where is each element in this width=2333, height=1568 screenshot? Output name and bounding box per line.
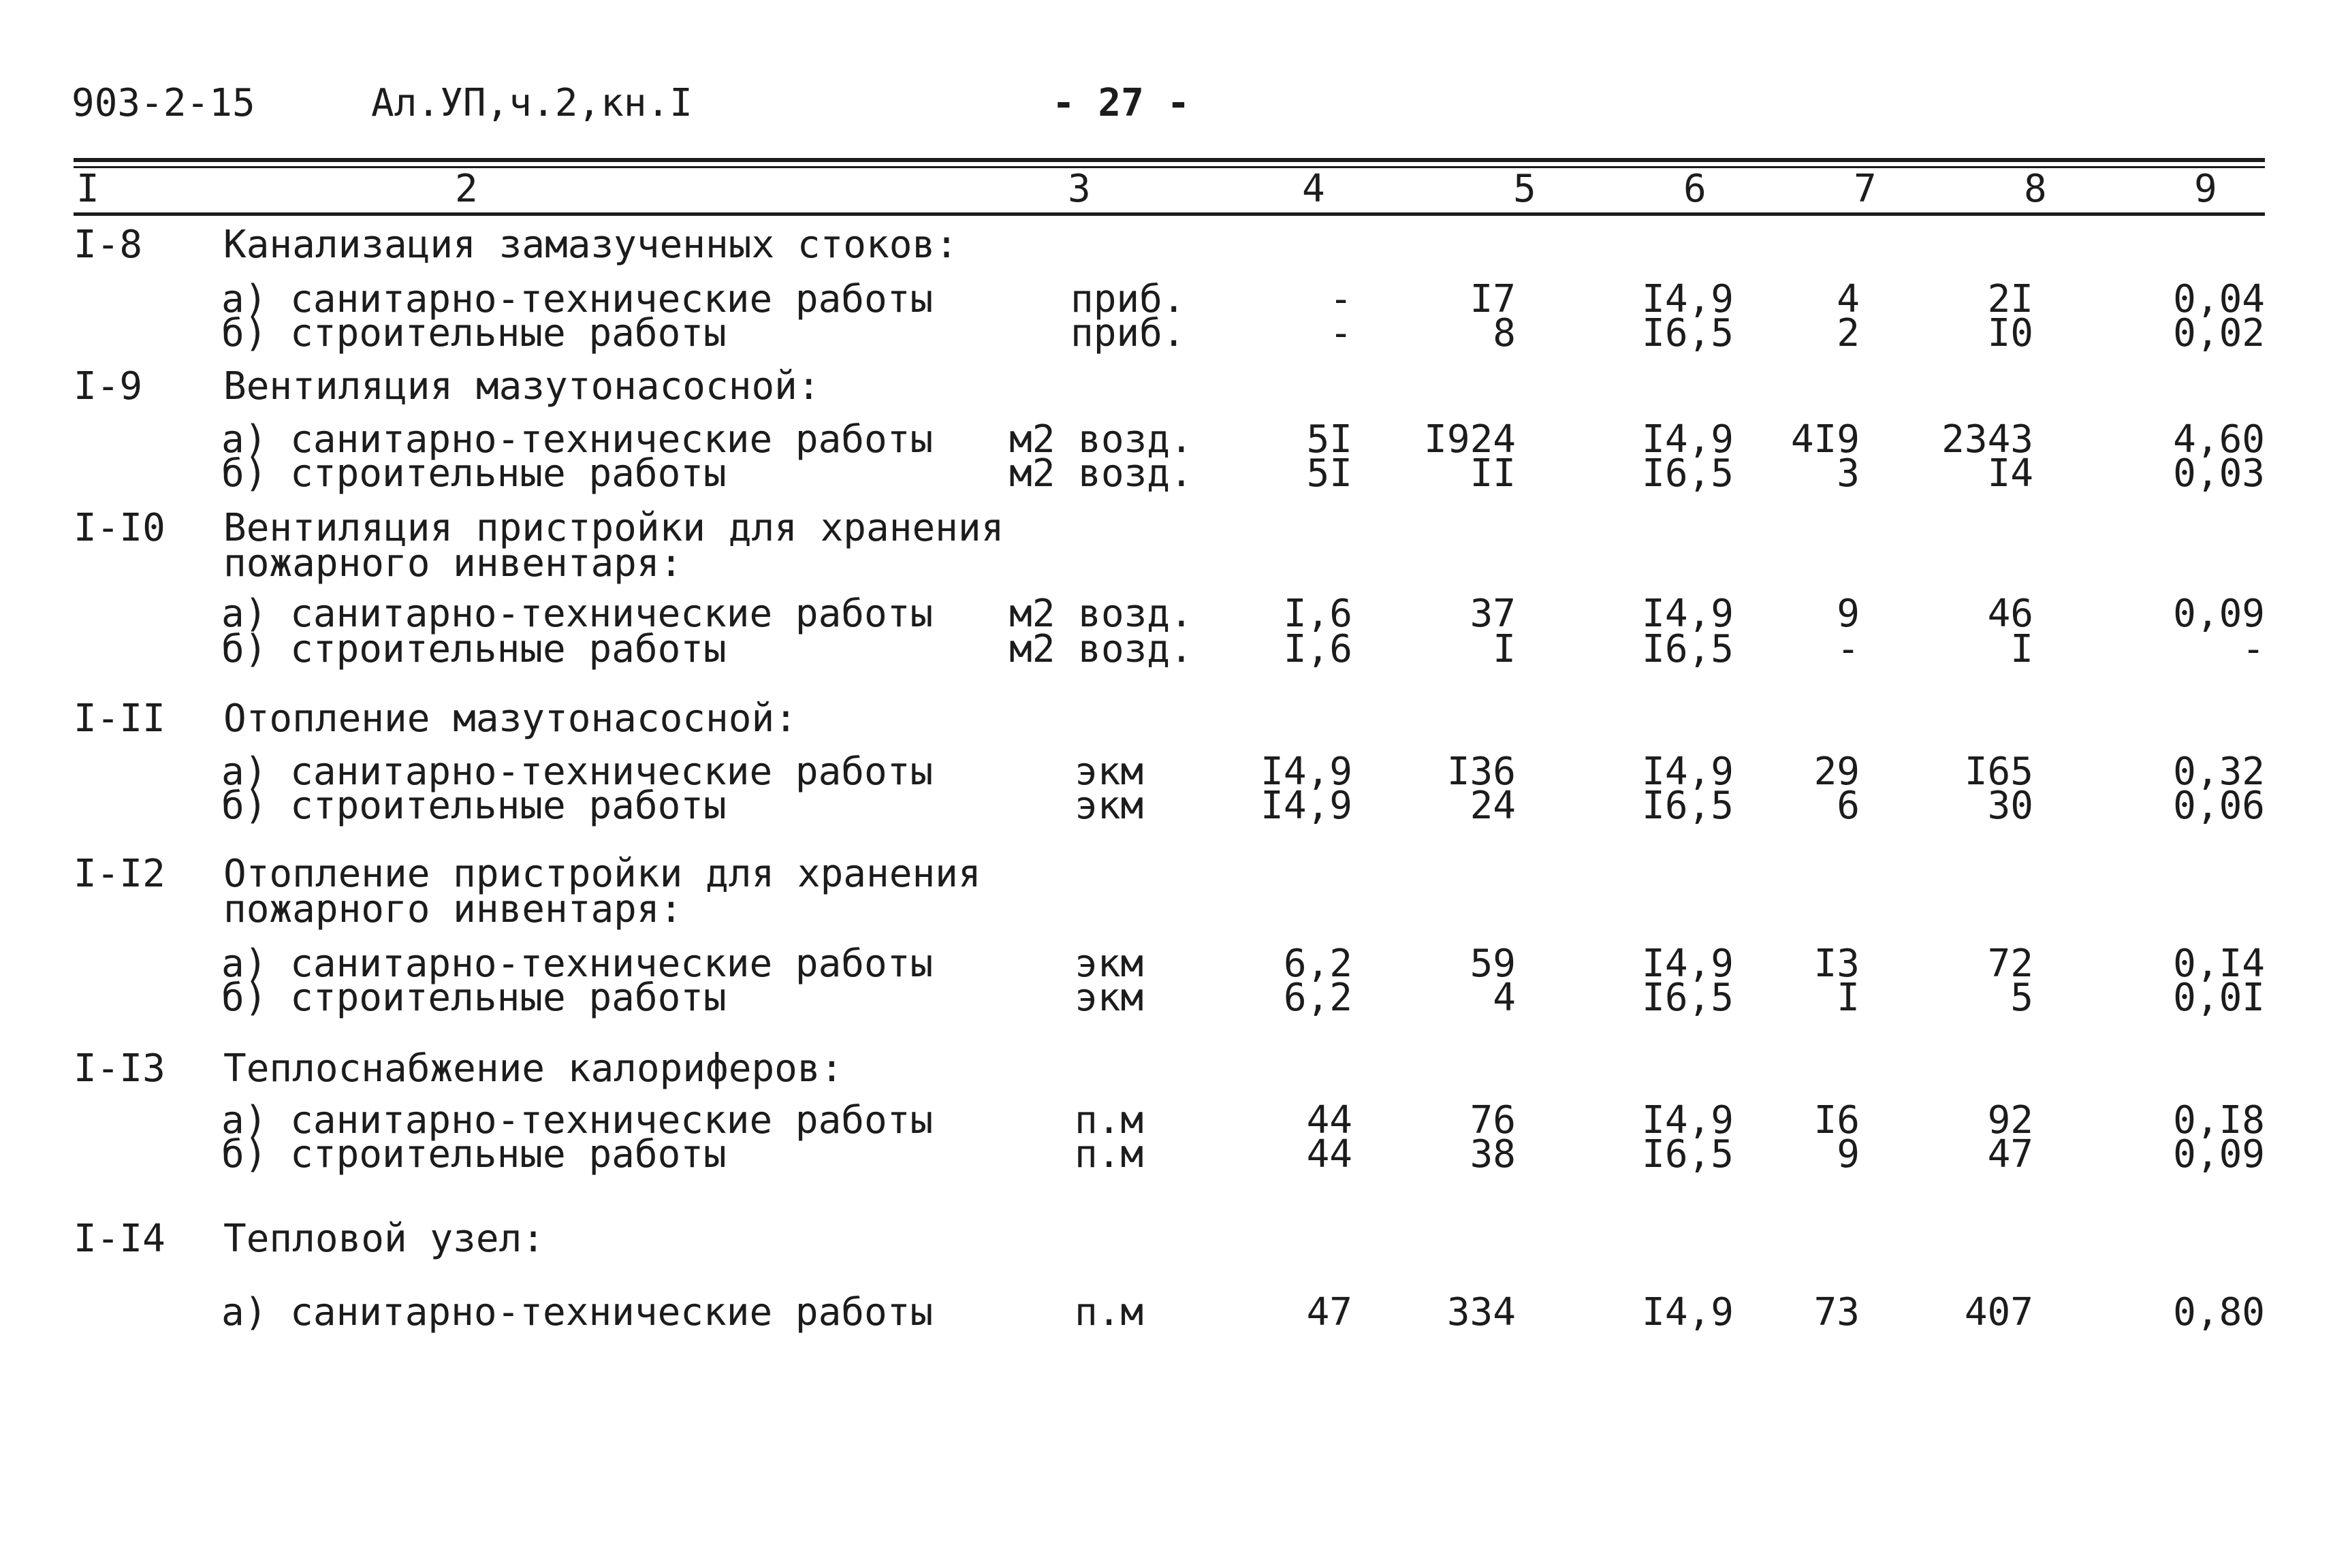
- item-col8: 30: [1987, 784, 2033, 828]
- item-col9: 0,I8: [2173, 1098, 2265, 1142]
- item-col8: 72: [1987, 942, 2033, 986]
- item-name: а) санитарно-технические работы: [221, 942, 934, 986]
- item-col5: 334: [1446, 1290, 1516, 1334]
- column-number-5: 5: [1513, 167, 1536, 211]
- column-number-6: 6: [1683, 167, 1707, 211]
- item-col6: I4,9: [1642, 592, 1734, 636]
- page-number: - 27 -: [1052, 81, 1190, 125]
- item-col7: 3: [1837, 451, 1860, 496]
- album-reference: Ал.УП,ч.2,кн.I: [371, 81, 693, 125]
- section-title: Отопление мазутонасосной:: [223, 697, 797, 741]
- item-col9: 0,I4: [2173, 942, 2265, 986]
- item-unit: экм: [1075, 784, 1144, 828]
- item-unit: экм: [1075, 942, 1144, 986]
- section-title: Теплоснабжение калориферов:: [223, 1046, 844, 1091]
- item-name: а) санитарно-технические работы: [221, 1098, 934, 1142]
- document-code: 903-2-15: [72, 81, 255, 125]
- item-col6: I4,9: [1642, 1098, 1734, 1142]
- item-col8: I65: [1964, 750, 2033, 794]
- item-col5: 24: [1470, 784, 1516, 828]
- section-code: I-I2: [74, 852, 165, 896]
- item-col5: 37: [1470, 592, 1516, 636]
- item-col5: 76: [1470, 1098, 1516, 1142]
- item-col8: 47: [1987, 1132, 2033, 1177]
- item-col7: 29: [1813, 750, 1860, 794]
- item-col7: 4I9: [1790, 417, 1860, 462]
- column-number-8: 8: [2024, 167, 2047, 211]
- item-col7: I3: [1813, 942, 1860, 986]
- item-quantity: I,6: [1283, 627, 1352, 671]
- item-col8: 5: [2010, 976, 2033, 1020]
- item-col7: 9: [1837, 1132, 1860, 1177]
- item-quantity: 44: [1306, 1098, 1352, 1142]
- item-col6: I6,5: [1642, 1132, 1734, 1177]
- item-name: а) санитарно-технические работы: [221, 592, 934, 636]
- column-number-4: 4: [1302, 167, 1325, 211]
- item-unit: м2 возд.: [1009, 627, 1193, 671]
- table-top-rule-thin: [74, 166, 2265, 168]
- item-col5: 8: [1493, 311, 1516, 355]
- item-col7: I6: [1813, 1098, 1860, 1142]
- item-col5: 4: [1493, 976, 1516, 1020]
- item-col8: 2343: [1941, 417, 2033, 462]
- item-col6: I4,9: [1642, 942, 1734, 986]
- item-col7: 6: [1837, 784, 1860, 828]
- item-quantity: 47: [1306, 1290, 1352, 1334]
- item-col6: I6,5: [1642, 451, 1734, 496]
- item-unit: п.м: [1075, 1098, 1144, 1142]
- item-col9: 0,0I: [2173, 976, 2265, 1020]
- table-header-rule: [74, 212, 2265, 216]
- item-name: а) санитарно-технические работы: [221, 1290, 934, 1334]
- item-col9: 0,04: [2173, 277, 2265, 321]
- section-code: I-8: [74, 223, 143, 267]
- item-col7: 9: [1837, 592, 1860, 636]
- item-col9: 4,60: [2173, 417, 2265, 462]
- item-col6: I4,9: [1642, 277, 1734, 321]
- section-code: I-I0: [74, 506, 165, 550]
- item-col5: I7: [1470, 277, 1516, 321]
- item-col8: I4: [1987, 451, 2033, 496]
- item-quantity: 44: [1306, 1132, 1352, 1177]
- item-col5: II: [1470, 451, 1516, 496]
- item-unit: экм: [1075, 976, 1144, 1020]
- column-number-2: 2: [455, 167, 478, 211]
- item-col5: 38: [1470, 1132, 1516, 1177]
- item-col6: I6,5: [1642, 627, 1734, 671]
- item-col8: 46: [1987, 592, 2033, 636]
- column-number-1: I: [76, 167, 99, 211]
- item-col8: 407: [1964, 1290, 2033, 1334]
- item-name: а) санитарно-технические работы: [221, 277, 934, 321]
- item-col9: 0,09: [2173, 1132, 2265, 1177]
- item-unit: приб.: [1070, 277, 1186, 321]
- item-quantity: -: [1329, 277, 1352, 321]
- item-col5: I36: [1446, 750, 1516, 794]
- section-code: I-I4: [74, 1217, 165, 1261]
- column-number-9: 9: [2194, 167, 2217, 211]
- section-code: I-I3: [74, 1046, 165, 1091]
- item-col8: I0: [1987, 311, 2033, 355]
- item-name: б) строительные работы: [221, 311, 727, 355]
- item-col6: I6,5: [1642, 976, 1734, 1020]
- item-col8: 2I: [1987, 277, 2033, 321]
- item-quantity: 5I: [1306, 451, 1352, 496]
- table-top-rule: [74, 158, 2265, 162]
- item-name: б) строительные работы: [221, 627, 727, 671]
- item-col7: 4: [1837, 277, 1860, 321]
- item-col9: 0,02: [2173, 311, 2265, 355]
- item-quantity: -: [1329, 311, 1352, 355]
- item-unit: экм: [1075, 750, 1144, 794]
- item-name: а) санитарно-технические работы: [221, 750, 934, 794]
- item-name: б) строительные работы: [221, 451, 727, 496]
- section-title: Тепловой узел:: [223, 1217, 545, 1261]
- section-code: I-9: [74, 364, 143, 409]
- item-col9: 0,03: [2173, 451, 2265, 496]
- section-title-continued: пожарного инвентаря:: [223, 541, 683, 586]
- item-col5: I: [1493, 627, 1516, 671]
- item-unit: п.м: [1075, 1132, 1144, 1177]
- item-col8: 92: [1987, 1098, 2033, 1142]
- section-title: Вентиляция пристройки для хранения: [223, 506, 1004, 550]
- item-col9: 0,32: [2173, 750, 2265, 794]
- item-col9: 0,80: [2173, 1290, 2265, 1334]
- item-quantity: 6,2: [1283, 942, 1352, 986]
- item-col7: -: [1837, 627, 1860, 671]
- item-col6: I4,9: [1642, 417, 1734, 462]
- item-name: б) строительные работы: [221, 1132, 727, 1177]
- section-title: Канализация замазученных стоков:: [223, 223, 958, 267]
- item-name: б) строительные работы: [221, 976, 727, 1020]
- item-unit: п.м: [1075, 1290, 1144, 1334]
- item-col5: I924: [1424, 417, 1516, 462]
- item-unit: м2 возд.: [1009, 592, 1193, 636]
- item-name: б) строительные работы: [221, 784, 727, 828]
- item-quantity: I,6: [1283, 592, 1352, 636]
- item-quantity: 5I: [1306, 417, 1352, 462]
- item-col9: 0,09: [2173, 592, 2265, 636]
- item-quantity: I4,9: [1260, 750, 1352, 794]
- item-col7: 2: [1837, 311, 1860, 355]
- item-col7: 73: [1813, 1290, 1860, 1334]
- item-col9: -: [2242, 627, 2265, 671]
- column-number-7: 7: [1854, 167, 1877, 211]
- item-quantity: I4,9: [1260, 784, 1352, 828]
- item-col6: I4,9: [1642, 750, 1734, 794]
- item-col6: I6,5: [1642, 784, 1734, 828]
- section-title: Вентиляция мазутонасосной:: [223, 364, 821, 409]
- item-col9: 0,06: [2173, 784, 2265, 828]
- item-unit: м2 возд.: [1009, 451, 1193, 496]
- item-unit: приб.: [1070, 311, 1186, 355]
- item-col6: I4,9: [1642, 1290, 1734, 1334]
- section-code: I-II: [74, 697, 165, 741]
- section-title-continued: пожарного инвентаря:: [223, 887, 683, 931]
- item-quantity: 6,2: [1283, 976, 1352, 1020]
- item-col6: I6,5: [1642, 311, 1734, 355]
- item-col7: I: [1837, 976, 1860, 1020]
- column-number-3: 3: [1068, 167, 1091, 211]
- section-title: Отопление пристройки для хранения: [223, 852, 981, 896]
- item-name: а) санитарно-технические работы: [221, 417, 934, 462]
- item-unit: м2 возд.: [1009, 417, 1193, 462]
- item-col8: I: [2010, 627, 2033, 671]
- item-col5: 59: [1470, 942, 1516, 986]
